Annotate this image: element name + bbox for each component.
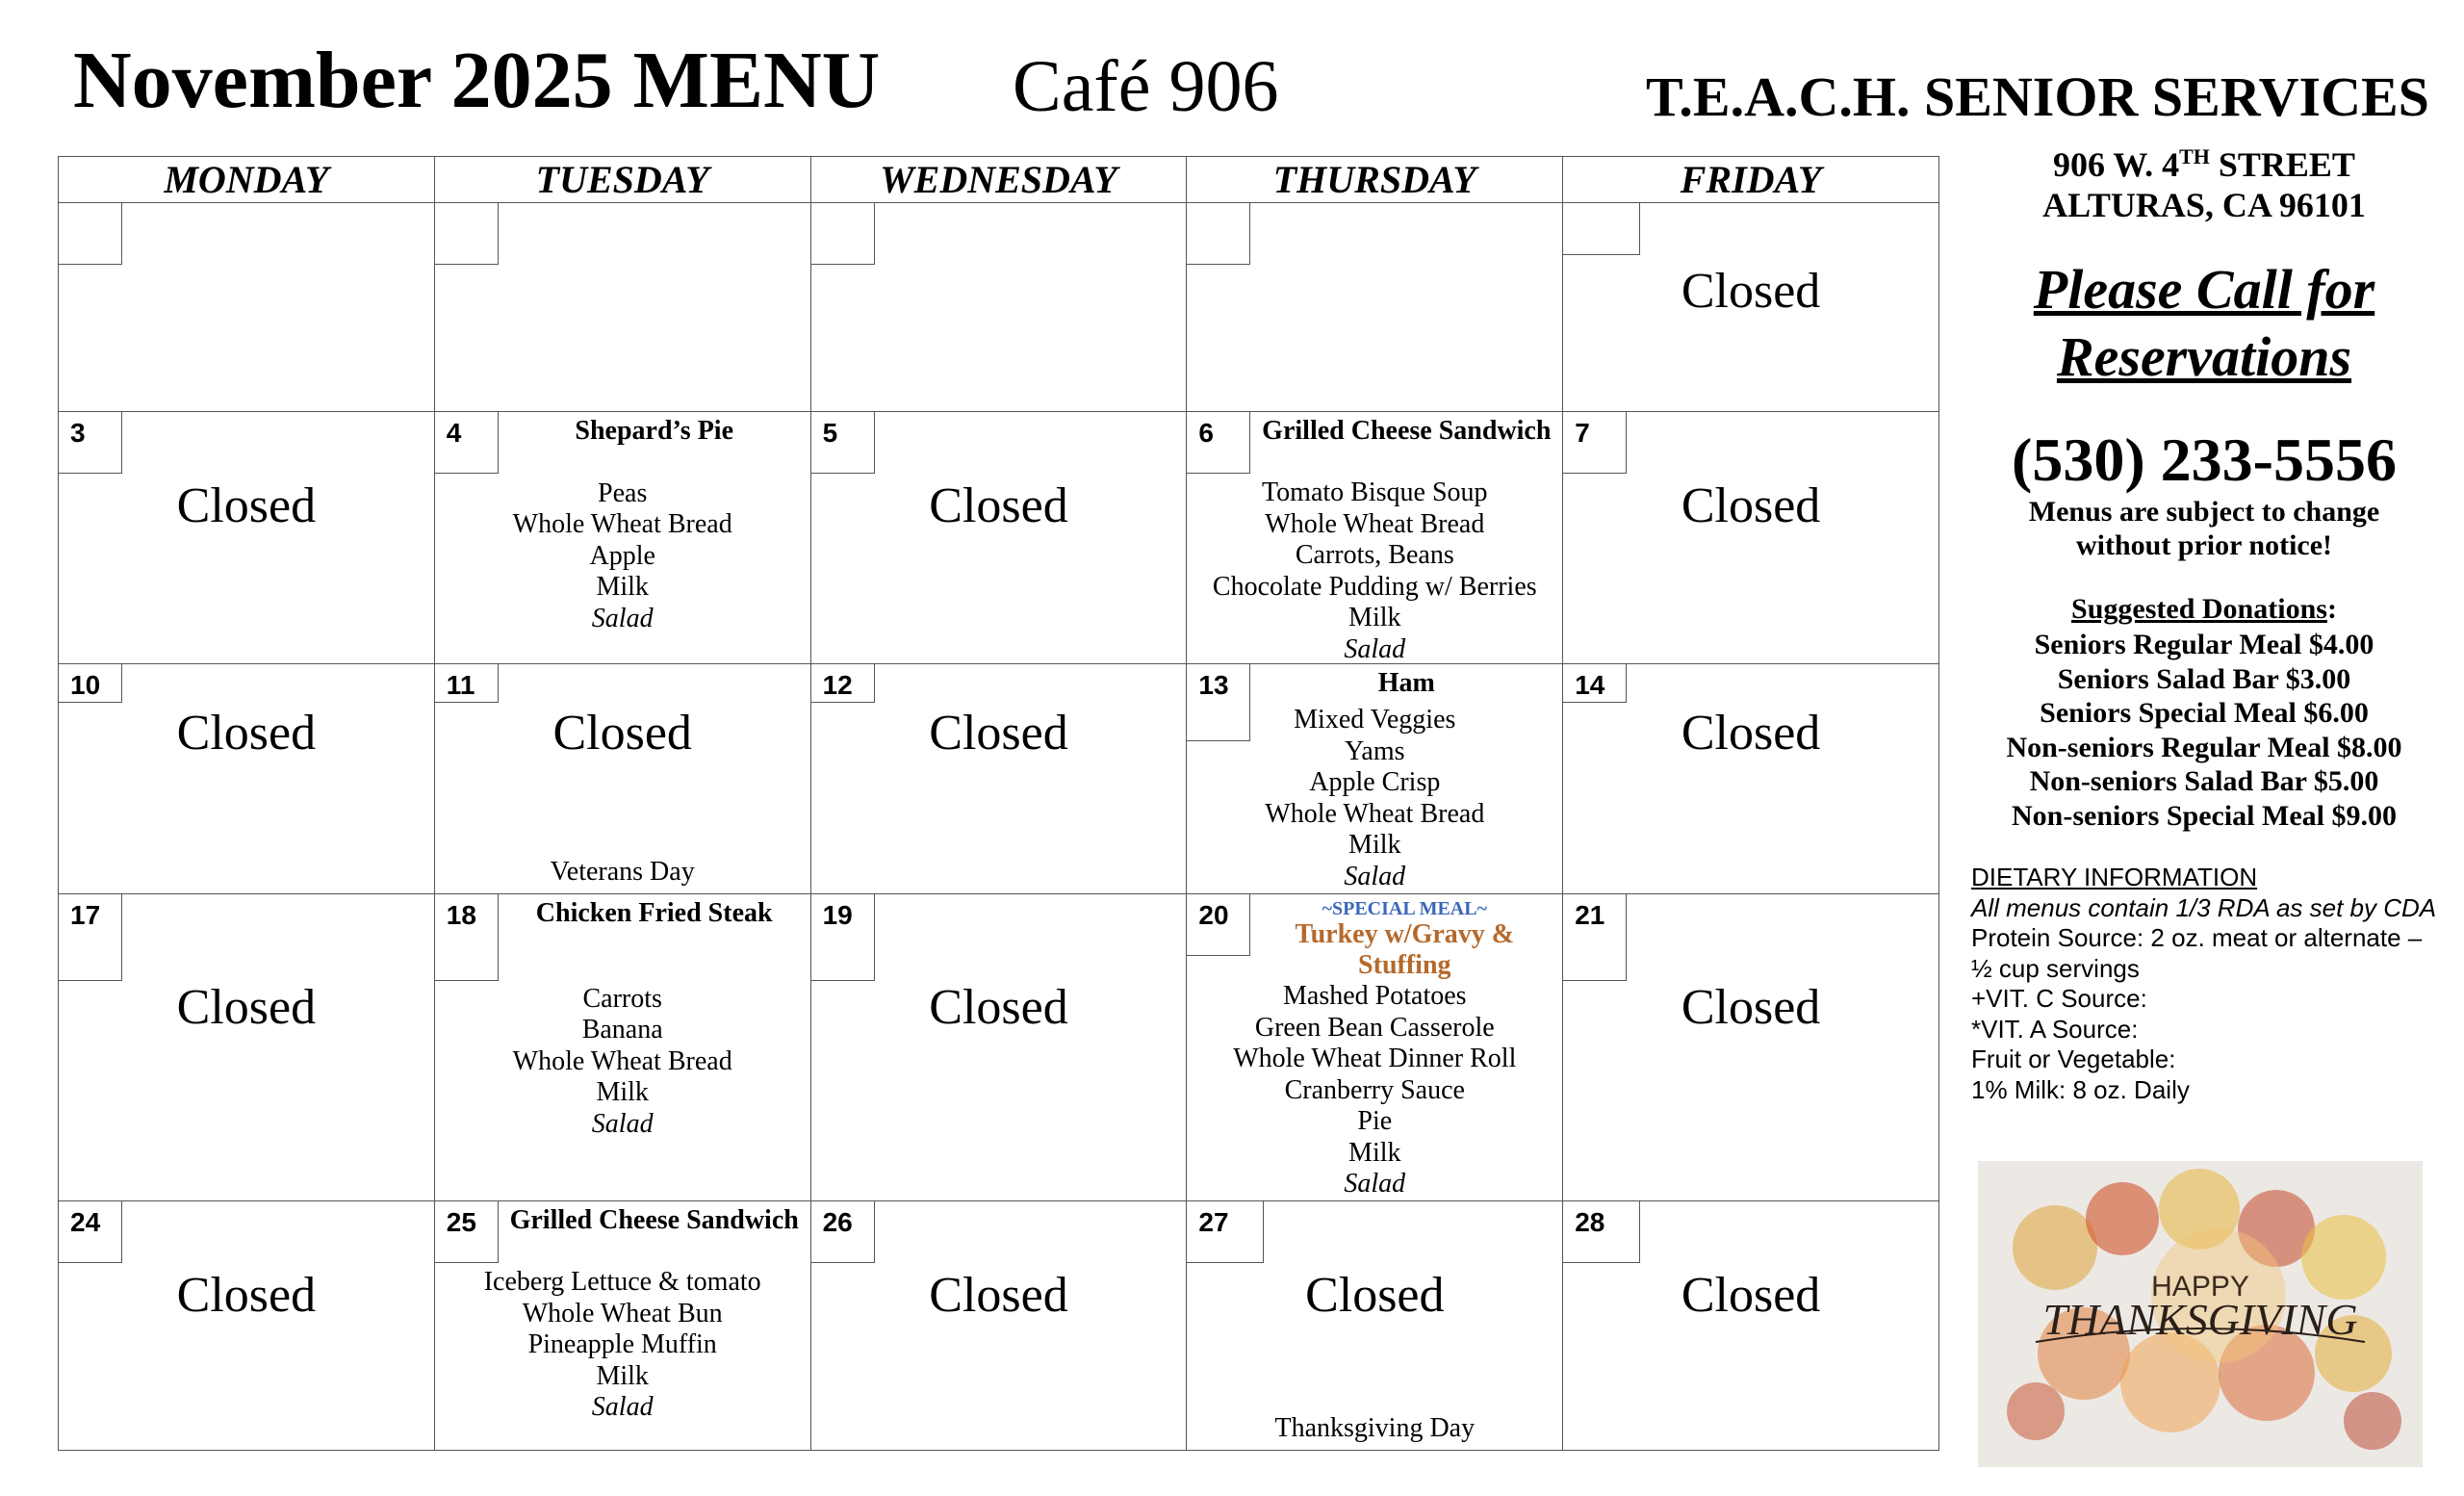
day-number: 7 (1563, 412, 1627, 474)
day-cell (434, 894, 810, 1201)
menu-item: Peas (598, 477, 648, 508)
menu-item: Carrots (582, 983, 662, 1014)
day-number: 12 (811, 664, 875, 703)
address-line-1 (1964, 137, 2445, 185)
salad-item: Salad (1344, 861, 1406, 891)
cafe-name: Café 906 (1013, 46, 1279, 127)
day-number (1187, 203, 1250, 265)
day-number: 5 (811, 412, 875, 474)
weekday-header-row (59, 157, 1939, 203)
day-number: 26 (811, 1201, 875, 1263)
day-cell (434, 412, 810, 664)
menu-item: Pineapple Muffin (527, 1329, 717, 1359)
calendar-week (59, 894, 1939, 1201)
donations-title (1964, 593, 2445, 626)
dietary-information (1971, 863, 2443, 1105)
closed-label: Closed (1681, 1268, 1821, 1323)
day-cell (1563, 894, 1939, 1201)
menu-items (435, 1267, 810, 1424)
menu-items (1187, 705, 1562, 892)
day-cell (1563, 203, 1939, 412)
day-cell (810, 664, 1187, 894)
address-street-number: 906 W. 4 (2053, 145, 2180, 184)
closed-label: Closed (1681, 980, 1821, 1035)
menu-item: Mixed Veggies (1294, 705, 1456, 735)
day-cell (59, 894, 435, 1201)
day-number: 28 (1563, 1201, 1640, 1263)
day-number: 17 (59, 894, 122, 981)
day-number: 27 (1187, 1201, 1264, 1263)
menu-entree: Grilled Cheese Sandwich (1262, 416, 1552, 446)
day-number: 21 (1563, 894, 1627, 981)
day-cell (434, 664, 810, 894)
menu-entree: Chicken Fried Steak (535, 898, 773, 928)
thanksgiving-image (1978, 1161, 2423, 1467)
menu-item: Apple (589, 540, 655, 571)
weekday-header: TUESDAY (434, 157, 810, 203)
day-cell (810, 894, 1187, 1201)
organization-name: T.E.A.C.H. SENIOR SERVICES (1646, 65, 2429, 128)
menu-item: Carrots, Beans (1295, 540, 1454, 570)
day-cell (434, 1201, 810, 1451)
day-number: 3 (59, 412, 122, 474)
day-number: 10 (59, 664, 122, 703)
donations-list (1964, 628, 2445, 833)
closed-label: Closed (176, 980, 317, 1035)
weekday-header: FRIDAY (1563, 157, 1939, 203)
menu-item: Cranberry Sauce (1284, 1074, 1465, 1105)
closed-label: Closed (1305, 1268, 1445, 1323)
day-cell (59, 412, 435, 664)
address-superscript: TH (2179, 144, 2210, 168)
day-cell (434, 203, 810, 412)
day-number: 6 (1187, 412, 1250, 474)
weekday-header: MONDAY (59, 157, 435, 203)
closed-label: Closed (929, 478, 1068, 533)
closed-label: Closed (1681, 264, 1821, 319)
reservation-heading (1964, 256, 2445, 391)
closed-label: Closed (176, 706, 317, 761)
day-number: 14 (1563, 664, 1627, 703)
menu-items (1187, 981, 1562, 1200)
weekday-header: WEDNESDAY (810, 157, 1187, 203)
day-cell (1563, 412, 1939, 664)
reservation-line-2: Reservations (2056, 325, 2352, 388)
day-number: 24 (59, 1201, 122, 1263)
day-cell (810, 1201, 1187, 1451)
day-number: 20 (1187, 894, 1250, 956)
calendar-week (59, 203, 1939, 412)
address-line-2: ALTURAS, CA 96101 (2042, 186, 2366, 224)
dietary-protein: Protein Source: 2 oz. meat or alternate – ½ cup servings (1971, 923, 2423, 983)
day-number (59, 203, 122, 265)
page-title: November 2025 MENU (73, 36, 881, 125)
dietary-vit-c: +VIT. C Source: (1971, 984, 2147, 1013)
menu-item: Milk (596, 572, 649, 602)
menu-item: Mashed Potatoes (1283, 981, 1467, 1011)
menu-entree: Ham (1377, 668, 1435, 698)
holiday-label: Thanksgiving Day (1274, 1413, 1476, 1443)
menu-item: Whole Wheat Bun (522, 1298, 723, 1328)
donation-item: Seniors Salad Bar $3.00 (2057, 662, 2351, 695)
salad-item: Salad (591, 603, 654, 633)
closed-label: Closed (929, 706, 1068, 761)
menu-item (435, 952, 810, 984)
closed-label: Closed (1681, 706, 1821, 761)
dietary-milk: 1% Milk: 8 oz. Daily (1971, 1074, 2190, 1104)
day-number: 18 (435, 894, 499, 981)
day-cell (59, 664, 435, 894)
day-cell (810, 412, 1187, 664)
calendar-week (59, 1201, 1939, 1451)
menu-item: Iceberg Lettuce & tomato (483, 1267, 761, 1297)
donations-title-colon: : (2326, 593, 2337, 625)
day-number: 4 (435, 412, 499, 474)
day-number (1563, 203, 1640, 255)
reservation-line-1: Please Call for (2033, 258, 2375, 321)
donation-item: Non-seniors Special Meal $9.00 (2012, 799, 2397, 832)
closed-label: Closed (176, 478, 317, 533)
donations-title-text: Suggested Donations (2071, 593, 2327, 625)
calendar-week (59, 412, 1939, 664)
special-meal-entree: Turkey w/Gravy & Stuffing (1295, 919, 1515, 980)
weekday-header: THURSDAY (1187, 157, 1563, 203)
closed-label: Closed (552, 706, 692, 761)
salad-item: Salad (1344, 1169, 1406, 1199)
menu-notice (1964, 495, 2445, 562)
menu-item: Milk (596, 1360, 649, 1391)
day-number: 25 (435, 1201, 499, 1263)
day-number: 19 (811, 894, 875, 981)
closed-label: Closed (929, 1268, 1068, 1323)
dietary-fruit: Fruit or Vegetable: (1971, 1045, 2176, 1073)
day-cell (1187, 664, 1563, 894)
day-cell (59, 203, 435, 412)
notice-line-2: without prior notice! (2075, 529, 2333, 561)
menu-items (435, 952, 810, 1140)
phone-number: (530) 233-5556 (2012, 426, 2397, 494)
menu-item: Banana (581, 1015, 663, 1045)
menu-item: Whole Wheat Bread (512, 1045, 732, 1076)
menu-item: Green Bean Casserole (1254, 1012, 1495, 1043)
menu-item: Whole Wheat Bread (1265, 508, 1485, 539)
menu-items (435, 447, 810, 634)
dietary-title: DIETARY INFORMATION (1971, 863, 2258, 891)
day-cell (810, 203, 1187, 412)
day-number (435, 203, 499, 265)
day-cell (1563, 1201, 1939, 1451)
menu-entree: Shepard’s Pie (575, 416, 734, 446)
menu-item: Whole Wheat Bread (1265, 798, 1485, 829)
special-meal-tag: ~SPECIAL MEAL~ (1322, 898, 1487, 919)
calendar-week (59, 664, 1939, 894)
menu-item: Yams (1345, 735, 1405, 766)
day-cell (1187, 1201, 1563, 1451)
menu-item: Milk (1348, 830, 1401, 860)
holiday-label: Veterans Day (550, 857, 695, 887)
menu-calendar (58, 156, 1939, 1451)
autumn-leaves-illustration (1978, 1161, 2423, 1467)
menu-item: Chocolate Pudding w/ Berries (1212, 571, 1537, 602)
closed-label: Closed (929, 980, 1068, 1035)
menu-items (1187, 477, 1562, 664)
menu-entree: Grilled Cheese Sandwich (509, 1205, 799, 1235)
special-meal (1250, 898, 1558, 981)
menu-item: Milk (1348, 1137, 1401, 1168)
menu-item (435, 447, 810, 478)
menu-item: Milk (1348, 603, 1401, 632)
closed-label: Closed (1681, 478, 1821, 533)
menu-item: Pie (1357, 1106, 1393, 1136)
day-cell (1187, 412, 1563, 664)
day-cell (1187, 203, 1563, 412)
address-street-name: STREET (2209, 145, 2355, 184)
menu-item: Tomato Bisque Soup (1262, 477, 1488, 507)
menu-item: Whole Wheat Dinner Roll (1233, 1044, 1517, 1073)
day-cell (1563, 664, 1939, 894)
day-cell (1187, 894, 1563, 1201)
menu-item: Milk (596, 1077, 649, 1107)
dietary-rda: All menus contain 1/3 RDA as set by CDA (1971, 892, 2437, 922)
donation-item: Non-seniors Regular Meal $8.00 (2006, 731, 2402, 763)
thanksgiving-happy-text: HAPPY (2151, 1271, 2249, 1303)
donation-item: Non-seniors Salad Bar $5.00 (2029, 765, 2379, 797)
salad-item: Salad (591, 1108, 654, 1139)
closed-label: Closed (176, 1268, 317, 1323)
menu-item: Whole Wheat Bread (512, 509, 732, 539)
address-block (1964, 137, 2445, 225)
dietary-vit-a: *VIT. A Source: (1971, 1014, 2139, 1044)
notice-line-1: Menus are subject to change (2028, 496, 2380, 528)
salad-item: Salad (1344, 633, 1406, 664)
donation-item: Seniors Special Meal $6.00 (2040, 697, 2369, 729)
day-cell (59, 1201, 435, 1451)
thanksgiving-main-text: THANKSGIVING (2042, 1295, 2358, 1344)
menu-item: Apple Crisp (1309, 767, 1441, 797)
day-number: 13 (1187, 664, 1250, 741)
day-number: 11 (435, 664, 499, 703)
day-number (811, 203, 875, 265)
donation-item: Seniors Regular Meal $4.00 (2034, 629, 2374, 660)
salad-item: Salad (591, 1392, 654, 1422)
